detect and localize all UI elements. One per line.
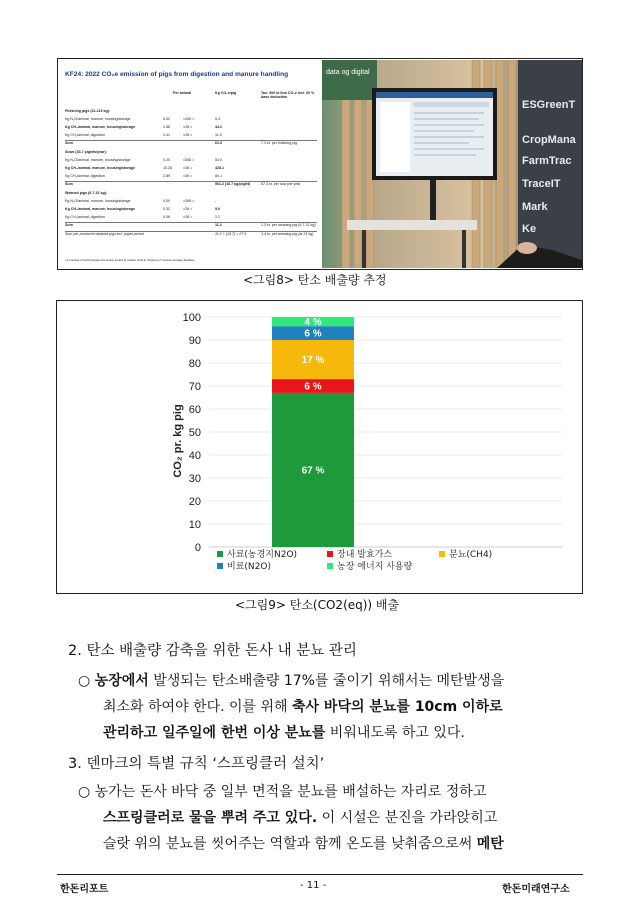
table-cell-factor: ×265 =: [183, 158, 195, 162]
table-cell-factor: ×28 =: [183, 174, 193, 178]
wall-text-3: FarmTrac: [522, 155, 572, 167]
y-tick-label: 30: [188, 473, 201, 485]
table-cell-kg-co2: 2.2: [215, 215, 220, 219]
col-kg-co2: Kg CO₂e/pig: [215, 91, 237, 95]
section-3-heading: 3. 덴마크의 특별 규칙 ‘스프링클러 설치’: [68, 756, 325, 772]
s2-l2-a: 최소화 하여야 한다. 이를 위해: [103, 699, 292, 715]
bar-data-label: 4 %: [304, 317, 322, 329]
table-cell-per-animal: 2.89: [163, 174, 170, 178]
table-cell-label: Sum: [65, 182, 73, 186]
chart-bars: [272, 317, 354, 547]
table-cell-label: Finishing pigs (31-115 kg):: [65, 109, 111, 113]
table-cell-factor: ×28 =: [183, 133, 193, 137]
legend-label: 농장 에너지 사용량: [337, 562, 413, 572]
bullet: ○: [78, 784, 91, 800]
s2-l2-bold: 축사 바닥의 분뇨를 10cm 이하로: [292, 699, 503, 715]
legend-swatch: [439, 551, 445, 557]
exhibition-photo-illustration: [322, 60, 582, 268]
wall-text-4: TraceIT: [522, 178, 561, 190]
bar-data-label: 17 %: [301, 355, 325, 367]
s2-l3-rest: 비워내도록 하고 있다.: [325, 725, 465, 741]
table-cell-label: Kg CH₄/animal, digestion: [65, 133, 106, 137]
table-cell-tax: 1.3 kr. per weaning pig (6.7-31 kg): [261, 223, 316, 227]
table-cell-label: Sows (33.7 piglets/year):: [65, 150, 107, 154]
wall-text-2: CropMana: [522, 134, 576, 146]
figure-9: [56, 300, 583, 594]
footer-divider: [57, 874, 583, 875]
y-tick-label: 100: [182, 312, 201, 324]
bullet: ○: [78, 673, 91, 689]
table-cell-label: Kg N₂O/animal, manure, housing/storage: [65, 199, 131, 203]
s2-l1-bold: 농장에서: [94, 673, 149, 689]
table-cell-label: Kg CH₄/animal, digestion: [65, 215, 106, 219]
s2-l1-rest: 발생되는 탄소배출량 17%를 줄이기 위해서는 메탄발생을: [148, 673, 505, 689]
wall-text-6: Ke: [522, 223, 537, 235]
figure-8: [57, 58, 583, 270]
table-cell-label: Sum: [65, 141, 73, 145]
legend-label: 사료(농경지N2O): [227, 550, 298, 560]
y-tick-label: 70: [188, 381, 201, 393]
table-cell-per-animal: 0.02: [163, 117, 170, 121]
bar-data-label: 6 %: [304, 381, 322, 393]
table-cell-factor: ×265 =: [183, 199, 195, 203]
table-title-rest: 2022 CO₂e emission of pigs from digestion and manure handling: [83, 71, 289, 78]
table-cell-kg-co2: 9.0: [215, 207, 220, 211]
table-cell-label: Kg CH₄/animal, manure, housing/storage: [65, 125, 136, 129]
chart-grid: [209, 317, 562, 547]
table-cell-kg-co2: 561.2 (16.7 kg/piglet): [215, 182, 251, 186]
table-cell-label: Sum per produced weaned pigs incl. piglet period: [65, 231, 144, 236]
table-header: [65, 91, 317, 105]
legend-label: 장내 발효가스: [337, 550, 393, 560]
table-cell-kg-co2: 11.5: [215, 133, 222, 137]
y-tick-label: 20: [188, 496, 201, 508]
s2-l3-bold: 관리하고 일주일에 한번 이상 분뇨를: [103, 725, 326, 741]
photo-banner-text: data og digital: [326, 69, 370, 76]
table-cell-per-animal: 0.00: [163, 199, 170, 203]
section-3-line-2: [103, 807, 497, 827]
wall-text-5: Mark: [522, 201, 548, 213]
section-2-heading: 2. 탄소 배출량 감축을 위한 돈사 내 분뇨 관리: [68, 643, 357, 659]
section-2-line-3: [103, 722, 465, 742]
y-tick-label: 50: [188, 427, 201, 439]
emission-stacked-bar-chart: [57, 301, 582, 593]
y-axis-label: CO₂ pr. kg pig: [172, 404, 184, 478]
table-cell-kg-co2: 61.0: [215, 141, 222, 145]
section-3-line-3: [103, 833, 504, 853]
legend-label: 분뇨(CH4): [449, 550, 493, 560]
table-cell-factor: ×265 =: [183, 117, 195, 121]
legend-swatch: [327, 563, 333, 569]
y-axis-ticks: [183, 312, 201, 554]
table-cell-label: Weaned pigs (6.7-31 kg):: [65, 191, 108, 195]
table-cell-kg-co2: 53.0: [215, 158, 222, 162]
col-tax: Tax: 300 kr./ton CO₂e incl. 60 % base deduction: [261, 91, 315, 99]
y-tick-label: 90: [188, 335, 201, 347]
page-number: - 11 -: [300, 880, 327, 891]
table-cell-factor: ×28 =: [183, 166, 193, 170]
table-cell-per-animal: 1.58: [163, 125, 170, 129]
s3-l2-bold: 스프링클러로 물을 뿌려 주고 있다.: [103, 810, 318, 826]
legend-label: 비료(N2O): [227, 562, 271, 572]
table-cell-kg-co2: 11.2 + (16.7) = 27.9: [215, 231, 247, 236]
legend-swatch: [217, 563, 223, 569]
section-2-line-2: [103, 696, 503, 716]
table-cell-per-animal: 0.08: [163, 215, 170, 219]
s3-l3-bold: 메탄: [476, 836, 504, 852]
table-cell-tax: 3.4 kr. per weaning pig (at 31 kg): [261, 231, 314, 236]
figure-8-caption: <그림8> 탄소 배출량 추정: [243, 273, 387, 287]
table-cell-label: Kg CH₄/animal, manure, housing/storage: [65, 207, 136, 211]
section-2-line-1: [78, 670, 504, 690]
table-cell-per-animal: 0.41: [163, 133, 170, 137]
table-cell-kg-co2: 11.2: [215, 223, 222, 227]
table-cell-kg-co2: 5.3: [215, 117, 220, 121]
y-tick-label: 80: [188, 358, 201, 370]
table-title: [65, 71, 288, 78]
y-tick-label: 60: [188, 404, 201, 416]
exhibition-photo: [322, 60, 582, 268]
table-cell-per-animal: 0.32: [163, 207, 170, 211]
table-cell-per-animal: 15.26: [163, 166, 172, 170]
section-3-line-1: [78, 781, 486, 801]
footer-right: 한돈미래연구소: [502, 884, 570, 895]
table-cell-label: Kg CH₄/animal, manure, housing/storage: [65, 166, 136, 170]
table-cell-kg-co2: -: [215, 199, 217, 203]
table-cell-factor: ×28 =: [183, 207, 193, 211]
emission-table-image: [59, 60, 321, 268]
y-tick-label: 0: [194, 542, 201, 554]
s3-l1: 농가는 돈사 바닥 중 일부 면적을 분뇨를 배설하는 자리로 정하고: [94, 784, 487, 800]
table-cell-kg-co2: 428.1: [215, 166, 224, 170]
table-footnote: ¹ A number of technologies are being tested to reduce CH4 in housing of manure storage facilities: [65, 258, 195, 262]
table-cell-factor: ×28 =: [183, 125, 193, 129]
table-cell-tax: 7.3 kr. per finishing pig: [261, 141, 297, 145]
bar-data-label: 67 %: [301, 465, 325, 477]
s3-l3-a: 슬랏 위의 분뇨를 씻어주는 역할과 함께 온도를 낮춰줌으로써: [103, 836, 477, 852]
table-cell-label: Kg CH₄/animal, digestion: [65, 174, 106, 178]
s3-l2-rest: 이 시설은 분진을 가라앉히고: [317, 810, 498, 826]
chart-legend: [217, 548, 492, 572]
bar-data-label: 6 %: [304, 328, 322, 340]
y-tick-label: 40: [188, 450, 201, 462]
table-cell-label: Kg N₂O/animal, manure, housing/storage: [65, 158, 131, 162]
table-title-prefix: KF24:: [65, 71, 84, 78]
table-cell-kg-co2: 44.2: [215, 125, 222, 129]
table-sum-rule: [65, 231, 317, 232]
y-tick-label: 10: [188, 519, 201, 531]
legend-swatch: [217, 551, 223, 557]
figure-9-caption: <그림9> 탄소(CO2(eq)) 배출: [235, 598, 400, 612]
wall-text-1: ESGreenT: [522, 99, 576, 111]
table-cell-label: Sum: [65, 223, 73, 227]
legend-swatch: [327, 551, 333, 557]
table-cell-label: Kg N₂O/animal, manure, housing/storage: [65, 117, 131, 121]
footer-left: 한돈리포트: [60, 884, 109, 895]
table-cell-factor: ×28 =: [183, 215, 193, 219]
table-sum-rule: [65, 140, 317, 141]
col-per-animal: Per animal: [173, 91, 192, 95]
table-cell-kg-co2: 80.1: [215, 174, 222, 178]
table-sum-rule: [65, 181, 317, 182]
table-cell-per-animal: 0.20: [163, 158, 170, 162]
table-sum-rule: [65, 222, 317, 223]
table-cell-tax: 67.3 kr. per sow per year: [261, 182, 301, 186]
